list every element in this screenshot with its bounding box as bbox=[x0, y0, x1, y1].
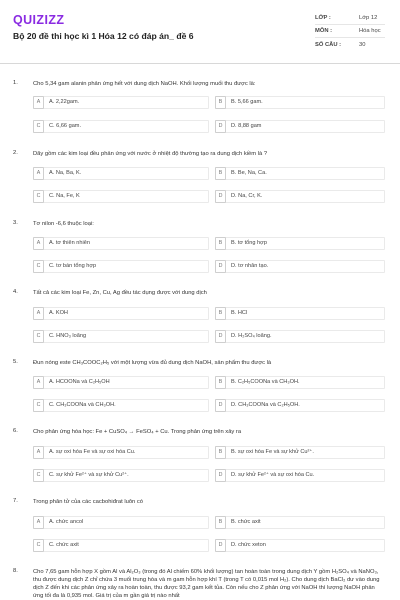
option-text: A. KOH bbox=[49, 310, 68, 316]
option-d[interactable] bbox=[215, 399, 385, 412]
option-c[interactable] bbox=[33, 330, 209, 343]
option-a[interactable] bbox=[33, 516, 209, 529]
option-letter: B bbox=[215, 96, 226, 109]
question-number: 8. bbox=[13, 568, 18, 574]
option-letter: D bbox=[215, 120, 226, 133]
option-b[interactable] bbox=[215, 96, 385, 109]
option-text: A. HCOONa và C₂H₅OH bbox=[49, 379, 110, 385]
option-letter: C bbox=[33, 539, 44, 552]
option-d[interactable] bbox=[215, 260, 385, 273]
meta-key: MÔN : bbox=[315, 28, 333, 34]
meta-value: Hóa học bbox=[359, 28, 381, 34]
option-c[interactable] bbox=[33, 260, 209, 273]
question-number: 4. bbox=[13, 289, 18, 295]
option-letter: D bbox=[215, 539, 226, 552]
meta-row-class bbox=[315, 12, 385, 25]
option-a[interactable] bbox=[33, 96, 209, 109]
question-text: Đun nóng este CH₃COOC₂H₅ với một lượng vừa đủ dung dịch NaOH, sản phẩm thu được là bbox=[33, 360, 272, 366]
option-a[interactable] bbox=[33, 376, 209, 389]
option-d[interactable] bbox=[215, 469, 385, 482]
option-text: D. tơ nhân tạo. bbox=[231, 263, 269, 269]
option-text: B. C₂H₅COONa và CH₃OH. bbox=[231, 379, 300, 385]
option-c[interactable] bbox=[33, 120, 209, 133]
option-letter: A bbox=[33, 237, 44, 250]
question-number: 2. bbox=[13, 150, 18, 156]
option-d[interactable] bbox=[215, 330, 385, 343]
option-letter: A bbox=[33, 376, 44, 389]
option-text: D. Na, Cr, K. bbox=[231, 193, 263, 199]
option-letter: D bbox=[215, 190, 226, 203]
option-text: A. tơ thiên nhiên bbox=[49, 240, 90, 246]
option-text: D. 8,88 gam bbox=[231, 123, 262, 129]
option-a[interactable] bbox=[33, 446, 209, 459]
option-text: D. sự khử Fe²⁺ và sự oxi hóa Cu. bbox=[231, 472, 315, 478]
option-c[interactable] bbox=[33, 539, 209, 552]
option-text: B. tơ tổng hợp bbox=[231, 240, 267, 246]
option-b[interactable] bbox=[215, 516, 385, 529]
question-text: Cho 7,65 gam hỗn hợp X gồm Al và Al₂O₃ (trong đó Al chiếm 60% khối lượng) tan hoàn toàn trong dung dịch Y gồm H₂SO₄ và NaNO₃, thu được dung dịch Z chỉ chứa 3 muối trung hòa và m gam hỗn hợp khí T (trong T có 0,015 mol H₂). Cho dung dịch BaCl₂ dư vào dung dịch Z đến khi các phản ứng xảy ra hoàn toàn, thu được 93,2 gam kết tủa. Còn nếu cho Z phản ứng với NaOH thì lượng NaOH phản ứng tối đa là 0,935 mol. Giá trị của m gần giá trị nào nhất bbox=[33, 569, 380, 599]
option-c[interactable] bbox=[33, 469, 209, 482]
option-text: C. HNO₃ loãng bbox=[49, 333, 87, 339]
question-text: Tất cả các kim loại Fe, Zn, Cu, Ag đều tác dụng được với dung dịch bbox=[33, 290, 207, 296]
option-text: A. sự oxi hóa Fe và sự oxi hóa Cu. bbox=[49, 449, 136, 455]
option-b[interactable] bbox=[215, 167, 385, 180]
option-letter: D bbox=[215, 399, 226, 412]
option-letter: A bbox=[33, 96, 44, 109]
option-a[interactable] bbox=[33, 167, 209, 180]
meta-value: Lớp 12 bbox=[359, 15, 378, 21]
option-b[interactable] bbox=[215, 237, 385, 250]
option-text: D. H₂SO₄ loãng. bbox=[231, 333, 272, 339]
option-text: C. 6,66 gam. bbox=[49, 123, 82, 129]
option-letter: A bbox=[33, 446, 44, 459]
option-text: C. tơ bán tổng hợp bbox=[49, 263, 97, 269]
option-b[interactable] bbox=[215, 307, 385, 320]
option-text: B. HCl bbox=[231, 310, 248, 316]
option-letter: B bbox=[215, 237, 226, 250]
option-letter: D bbox=[215, 260, 226, 273]
meta-key: LỚP : bbox=[315, 15, 331, 21]
option-letter: C bbox=[33, 330, 44, 343]
option-letter: D bbox=[215, 330, 226, 343]
option-b[interactable] bbox=[215, 446, 385, 459]
option-text: C. sự khử Fe²⁺ và sự khử Cu²⁺. bbox=[49, 472, 129, 478]
option-letter: A bbox=[33, 516, 44, 529]
document-header bbox=[0, 0, 400, 64]
option-letter: B bbox=[215, 376, 226, 389]
question-number: 5. bbox=[13, 359, 18, 365]
option-text: A. chức ancol bbox=[49, 519, 84, 525]
option-text: A. 2,22gam. bbox=[49, 99, 80, 105]
option-text: D. CH₃COONa và C₂H₅OH. bbox=[231, 402, 300, 408]
option-letter: C bbox=[33, 190, 44, 203]
question-text: Trong phân tử của các cacbohiđrat luôn có bbox=[33, 499, 144, 505]
option-letter: B bbox=[215, 516, 226, 529]
option-d[interactable] bbox=[215, 539, 385, 552]
meta-row-subject bbox=[315, 25, 385, 38]
option-b[interactable] bbox=[215, 376, 385, 389]
option-text: D. chức xeton bbox=[231, 542, 266, 548]
option-a[interactable] bbox=[33, 237, 209, 250]
option-d[interactable] bbox=[215, 190, 385, 203]
option-c[interactable] bbox=[33, 190, 209, 203]
question-text: Cho phản ứng hóa học: Fe + CuSO₄ → FeSO₄ + Cu. Trong phản ứng trên xảy ra bbox=[33, 429, 242, 435]
question-text: Cho 5,34 gam alanin phản ứng hết với dung dịch NaOH. Khối lượng muối thu được là: bbox=[33, 81, 256, 87]
option-letter: C bbox=[33, 120, 44, 133]
option-letter: D bbox=[215, 469, 226, 482]
option-text: B. chức axit bbox=[231, 519, 261, 525]
option-text: B. Be, Na, Ca. bbox=[231, 170, 267, 176]
option-letter: B bbox=[215, 167, 226, 180]
option-letter: A bbox=[33, 307, 44, 320]
question-number: 7. bbox=[13, 498, 18, 504]
option-letter: C bbox=[33, 260, 44, 273]
option-text: B. 5,66 gam. bbox=[231, 99, 263, 105]
question-text: Dãy gồm các kim loại đều phản ứng với nước ở nhiệt độ thường tạo ra dung dịch kiềm là ? bbox=[33, 151, 268, 157]
option-letter: B bbox=[215, 307, 226, 320]
option-text: C. CH₃COONa và CH₃OH. bbox=[49, 402, 116, 408]
question-number: 6. bbox=[13, 428, 18, 434]
question-text: Tơ nilon -6,6 thuộc loại: bbox=[33, 221, 94, 227]
option-letter: A bbox=[33, 167, 44, 180]
option-text: A. Na, Ba, K. bbox=[49, 170, 82, 176]
option-text: C. Na, Fe, K bbox=[49, 193, 80, 199]
option-letter: B bbox=[215, 446, 226, 459]
meta-key: SỐ CÂU : bbox=[315, 41, 342, 48]
question-number: 1. bbox=[13, 80, 18, 86]
option-letter: C bbox=[33, 469, 44, 482]
meta-row-count bbox=[315, 38, 385, 51]
option-a[interactable] bbox=[33, 307, 209, 320]
question-number: 3. bbox=[13, 220, 18, 226]
option-letter: C bbox=[33, 399, 44, 412]
option-text: B. sự oxi hóa Fe và sự khử Cu²⁺. bbox=[231, 449, 314, 455]
meta-value: 30 bbox=[359, 41, 366, 48]
document-title: Bộ 20 đề thi học kì 1 Hóa 12 có đáp án_ đề 6 bbox=[13, 31, 194, 41]
option-c[interactable] bbox=[33, 399, 209, 412]
option-text: C. chức axit bbox=[49, 542, 79, 548]
quizizz-logo: QUIZIZZ bbox=[13, 13, 65, 27]
option-d[interactable] bbox=[215, 120, 385, 133]
meta-table bbox=[315, 12, 385, 51]
